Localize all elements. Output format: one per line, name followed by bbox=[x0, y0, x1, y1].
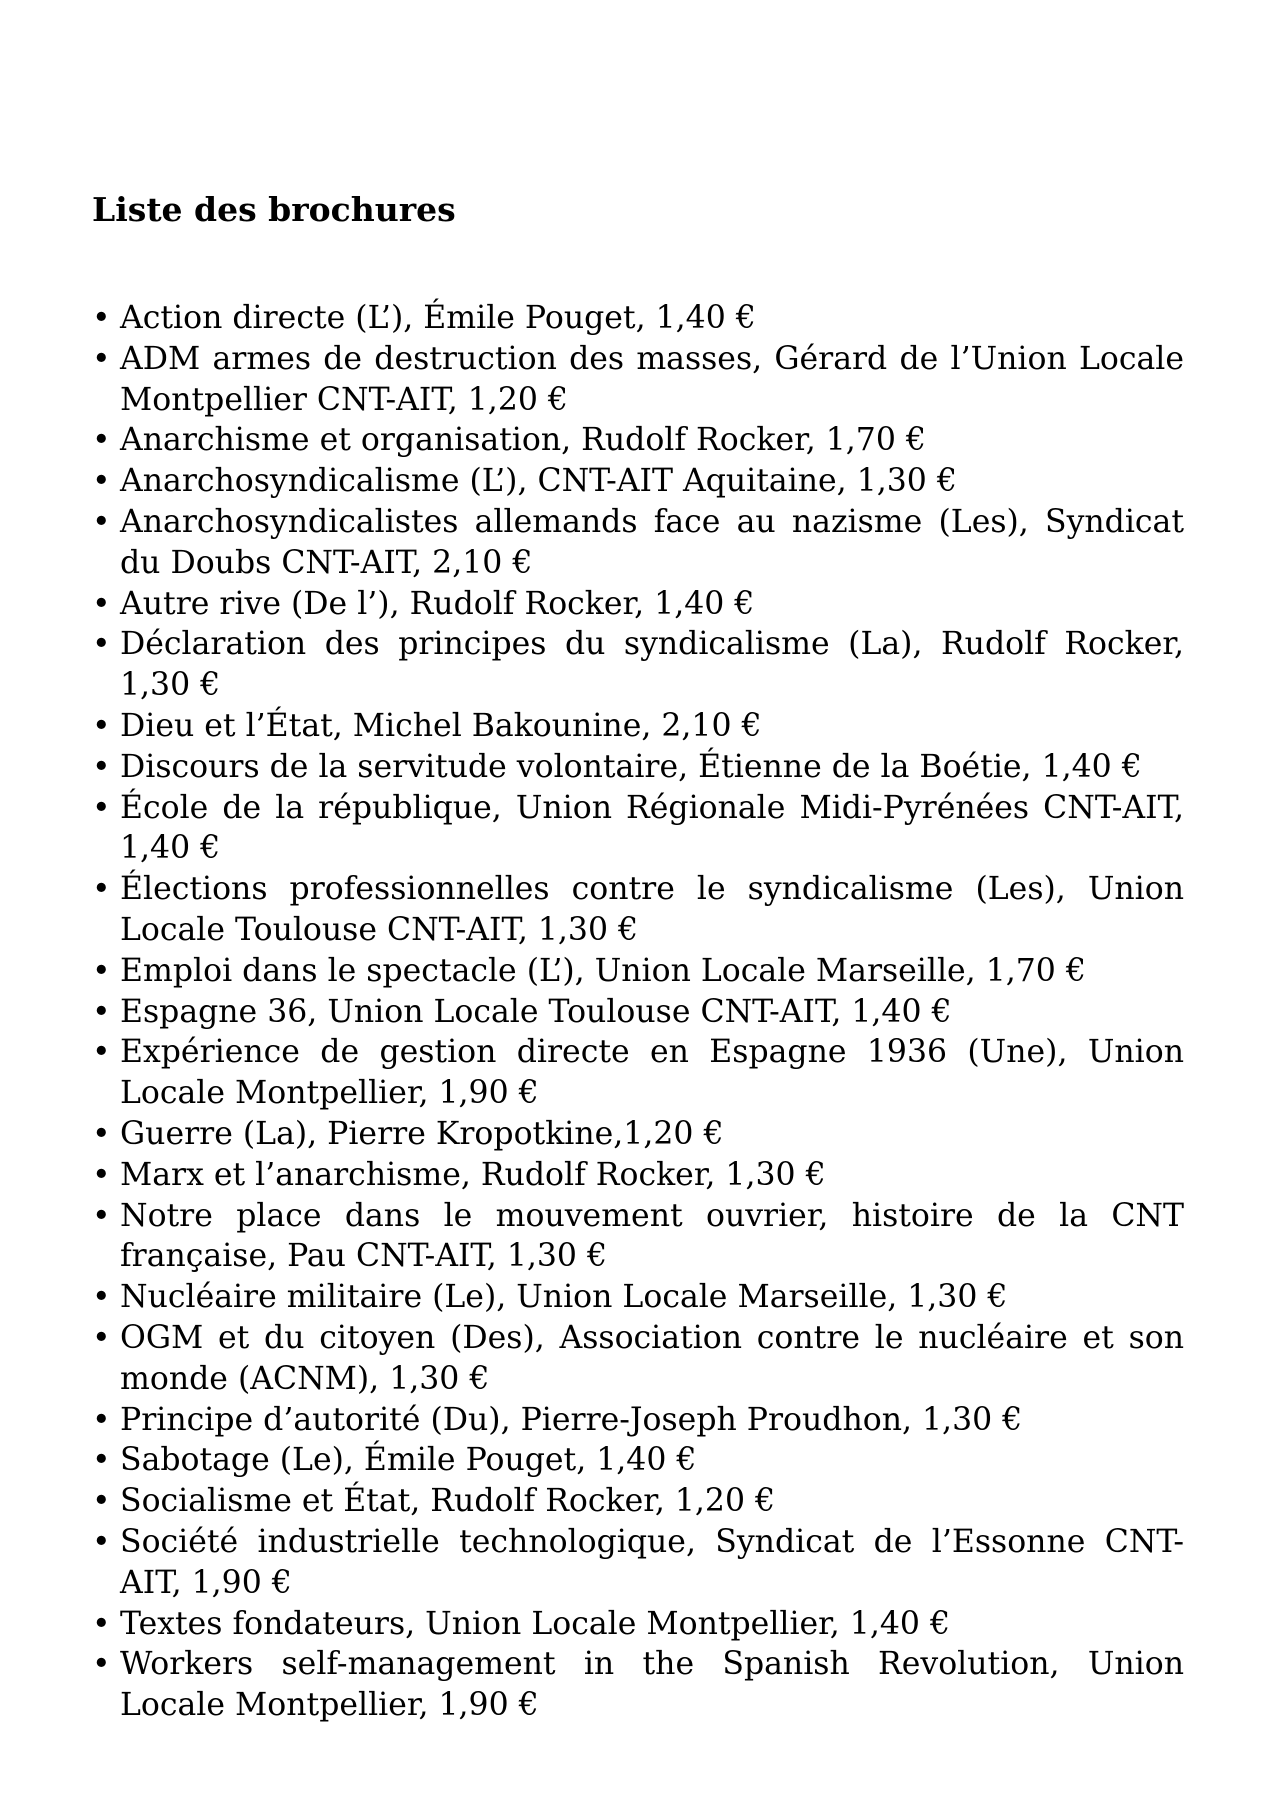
bullet-icon: • bbox=[92, 1156, 111, 1193]
list-item-text: Espagne 36, Union Locale Toulouse CNT-AIT, 1,40 € bbox=[120, 993, 952, 1030]
bullet-icon: • bbox=[92, 503, 111, 540]
list-item bbox=[92, 1604, 1184, 1645]
bullet-icon: • bbox=[92, 952, 111, 989]
bullet-icon: • bbox=[92, 340, 111, 377]
bullet-icon: • bbox=[92, 585, 111, 622]
list-item-text: Autre rive (De l’), Rudolf Rocker, 1,40 € bbox=[120, 585, 755, 622]
list-item bbox=[92, 1400, 1184, 1441]
list-item bbox=[92, 1032, 1184, 1114]
list-item bbox=[92, 788, 1184, 870]
list-item bbox=[92, 1114, 1184, 1155]
list-item-text: École de la république, Union Régionale Midi-Pyrénées CNT-AIT, 1,40 € bbox=[120, 789, 1184, 867]
list-item bbox=[92, 1481, 1184, 1522]
list-item-text: Anarchisme et organisation, Rudolf Rocker, 1,70 € bbox=[120, 422, 926, 459]
bullet-icon: • bbox=[92, 1401, 111, 1438]
list-item-text: Textes fondateurs, Union Locale Montpellier, 1,40 € bbox=[120, 1605, 950, 1642]
page-title: Liste des brochures bbox=[92, 190, 456, 229]
list-item bbox=[92, 1522, 1184, 1604]
list-item bbox=[92, 951, 1184, 992]
list-item bbox=[92, 461, 1184, 502]
list-item bbox=[92, 584, 1184, 625]
list-item bbox=[92, 339, 1184, 421]
bullet-icon: • bbox=[92, 707, 111, 744]
list-item-text: Socialisme et État, Rudolf Rocker, 1,20 € bbox=[120, 1483, 776, 1520]
bullet-icon: • bbox=[92, 993, 111, 1030]
bullet-icon: • bbox=[92, 626, 111, 663]
list-item-text: Action directe (L’), Émile Pouget, 1,40 € bbox=[120, 300, 756, 336]
list-item-text: Nucléaire militaire (Le), Union Locale Marseille, 1,30 € bbox=[120, 1279, 1008, 1316]
bullet-icon: • bbox=[92, 748, 111, 785]
bullet-icon: • bbox=[92, 1605, 111, 1642]
bullet-icon: • bbox=[92, 463, 111, 500]
list-item bbox=[92, 624, 1184, 706]
list-item-text: Workers self-management in the Spanish Revolution, Union Locale Montpellier, 1,90 € bbox=[120, 1646, 1184, 1724]
list-item bbox=[92, 1196, 1184, 1278]
brochure-list bbox=[92, 298, 1184, 1726]
bullet-icon: • bbox=[92, 1115, 111, 1152]
list-item-text: ADM armes de destruction des masses, Gérard de l’Union Locale Montpellier CNT-AIT, 1,20 € bbox=[120, 340, 1184, 418]
list-item-text: Dieu et l’État, Michel Bakounine, 2,10 € bbox=[120, 707, 762, 744]
list-item bbox=[92, 706, 1184, 747]
list-item bbox=[92, 992, 1184, 1033]
list-item bbox=[92, 502, 1184, 584]
list-item-text: Déclaration des principes du syndicalisme (La), Rudolf Rocker, 1,30 € bbox=[120, 626, 1184, 704]
bullet-icon: • bbox=[92, 1523, 111, 1560]
bullet-icon: • bbox=[92, 1483, 111, 1520]
list-item-text: OGM et du citoyen (Des), Association contre le nucléaire et son monde (ACNM), 1,30 € bbox=[120, 1319, 1184, 1397]
list-item bbox=[92, 1318, 1184, 1400]
bullet-icon: • bbox=[92, 300, 111, 336]
list-item bbox=[92, 298, 1184, 339]
list-item-text: Principe d’autorité (Du), Pierre-Joseph Proudhon, 1,30 € bbox=[120, 1401, 1023, 1438]
list-item-text: Marx et l’anarchisme, Rudolf Rocker, 1,30 € bbox=[120, 1156, 826, 1193]
list-item bbox=[92, 1644, 1184, 1726]
list-item-text: Anarchosyndicalisme (L’), CNT-AIT Aquitaine, 1,30 € bbox=[120, 463, 957, 500]
list-item bbox=[92, 1440, 1184, 1481]
bullet-icon: • bbox=[92, 1034, 111, 1071]
list-item bbox=[92, 1277, 1184, 1318]
list-item-text: Emploi dans le spectacle (L’), Union Locale Marseille, 1,70 € bbox=[120, 952, 1086, 989]
list-item-text: Notre place dans le mouvement ouvrier, histoire de la CNT française, Pau CNT-AIT, 1,30 € bbox=[120, 1197, 1184, 1275]
document-page bbox=[92, 0, 1184, 1800]
list-item-text: Élections professionnelles contre le syndicalisme (Les), Union Locale Toulouse CNT-AIT, 1,30 € bbox=[120, 871, 1184, 948]
bullet-icon: • bbox=[92, 1646, 111, 1683]
list-item-text: Société industrielle technologique, Syndicat de l’Essonne CNT-AIT, 1,90 € bbox=[120, 1523, 1184, 1601]
bullet-icon: • bbox=[92, 1279, 111, 1316]
list-item bbox=[92, 420, 1184, 461]
list-item-text: Expérience de gestion directe en Espagne 1936 (Une), Union Locale Montpellier, 1,90 € bbox=[120, 1034, 1184, 1112]
list-item-text: Guerre (La), Pierre Kropotkine,1,20 € bbox=[120, 1115, 724, 1152]
bullet-icon: • bbox=[92, 1197, 111, 1234]
bullet-icon: • bbox=[92, 1442, 111, 1479]
bullet-icon: • bbox=[92, 789, 111, 826]
bullet-icon: • bbox=[92, 422, 111, 459]
list-item bbox=[92, 869, 1184, 951]
list-item-text: Anarchosyndicalistes allemands face au nazisme (Les), Syndicat du Doubs CNT-AIT, 2,10 € bbox=[120, 503, 1184, 581]
list-item-text: Discours de la servitude volontaire, Étienne de la Boétie, 1,40 € bbox=[120, 748, 1142, 785]
list-item bbox=[92, 747, 1184, 788]
bullet-icon: • bbox=[92, 1319, 111, 1356]
list-item bbox=[92, 1155, 1184, 1196]
bullet-icon: • bbox=[92, 871, 111, 908]
list-item-text: Sabotage (Le), Émile Pouget, 1,40 € bbox=[120, 1442, 697, 1479]
